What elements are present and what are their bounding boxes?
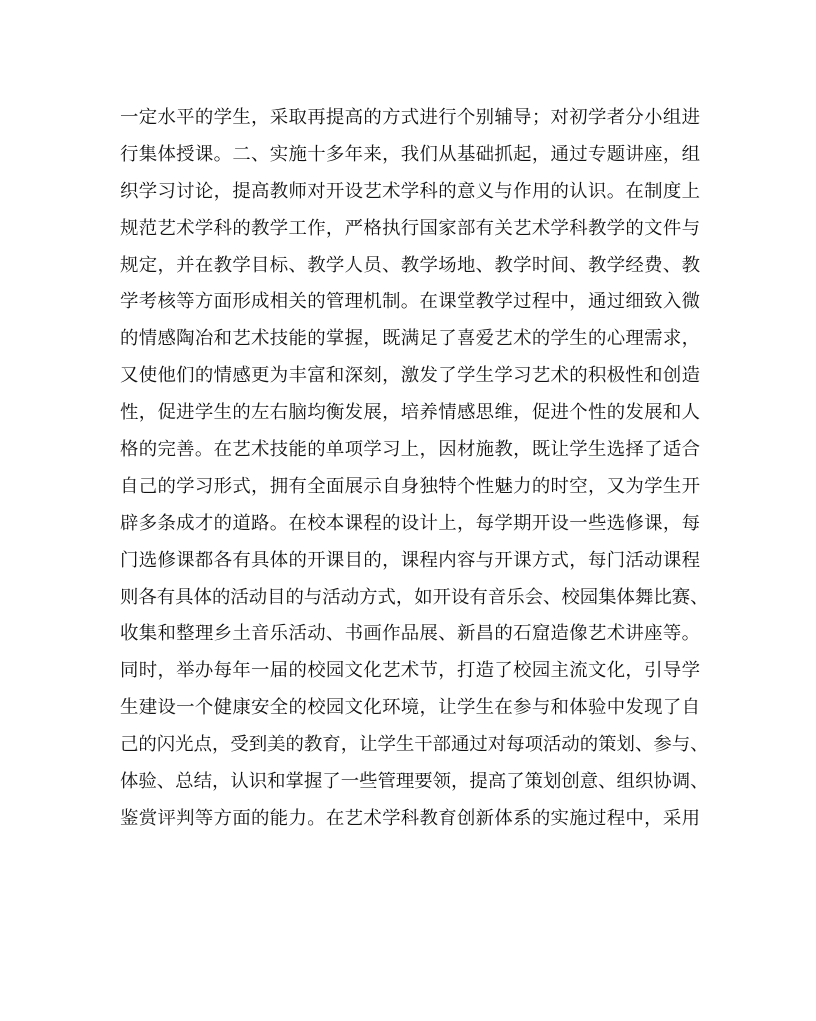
text-line-8: 又使他们的情感更为丰富和深刻，激发了学生学习艺术的积极性和创造 bbox=[120, 365, 700, 387]
text-line-2: 行集体授课。二、实施十多年来，我们从基础抓起，通过专题讲座，组 bbox=[120, 143, 700, 165]
text-line-12: 辟多条成才的道路。在校本课程的设计上，每学期开设一些选修课，每 bbox=[120, 512, 700, 534]
text-line-11: 自己的学习形式，拥有全面展示自身独特个性魅力的时空，又为学生开 bbox=[120, 475, 700, 497]
text-line-16: 同时，举办每年一届的校园文化艺术节，打造了校园主流文化，引导学 bbox=[120, 660, 700, 682]
text-line-7: 的情感陶冶和艺术技能的掌握，既满足了喜爱艺术的学生的心理需求， bbox=[120, 328, 700, 350]
text-line-4: 规范艺术学科的教学工作，严格执行国家部有关艺术学科教学的文件与 bbox=[120, 217, 700, 239]
text-line-18: 己的闪光点，受到美的教育，让学生干部通过对每项活动的策划、参与、 bbox=[120, 734, 709, 756]
text-line-1: 一定水平的学生，采取再提高的方式进行个别辅导；对初学者分小组进 bbox=[120, 107, 700, 128]
text-line-15: 收集和整理乡土音乐活动、书画作品展、新昌的石窟造像艺术讲座等。 bbox=[120, 623, 700, 645]
text-line-10: 格的完善。在艺术技能的单项学习上，因材施教，既让学生选择了适合 bbox=[120, 439, 700, 461]
text-line-14: 则各有具体的活动目的与活动方式，如开设有音乐会、校园集体舞比赛、 bbox=[120, 586, 709, 608]
body-text bbox=[120, 100, 709, 838]
text-line-19: 体验、总结，认识和掌握了一些管理要领，提高了策划创意、组织协调、 bbox=[120, 771, 709, 793]
text-line-9: 性，促进学生的左右脑均衡发展，培养情感思维，促进个性的发展和人 bbox=[120, 402, 700, 424]
text-line-6: 学考核等方面形成相关的管理机制。在课堂教学过程中，通过细致入微 bbox=[120, 291, 700, 313]
text-line-13: 门选修课都各有具体的开课目的，课程内容与开课方式，每门活动课程 bbox=[120, 549, 700, 571]
text-line-20: 鉴赏评判等方面的能力。在艺术学科教育创新体系的实施过程中，采用 bbox=[120, 807, 700, 829]
text-line-5: 规定，并在教学目标、教学人员、教学场地、教学时间、教学经费、教 bbox=[120, 254, 700, 276]
text-line-17: 生建设一个健康安全的校园文化环境，让学生在参与和体验中发现了自 bbox=[120, 697, 700, 719]
text-line-3: 织学习讨论，提高教师对开设艺术学科的意义与作用的认识。在制度上 bbox=[120, 180, 700, 202]
